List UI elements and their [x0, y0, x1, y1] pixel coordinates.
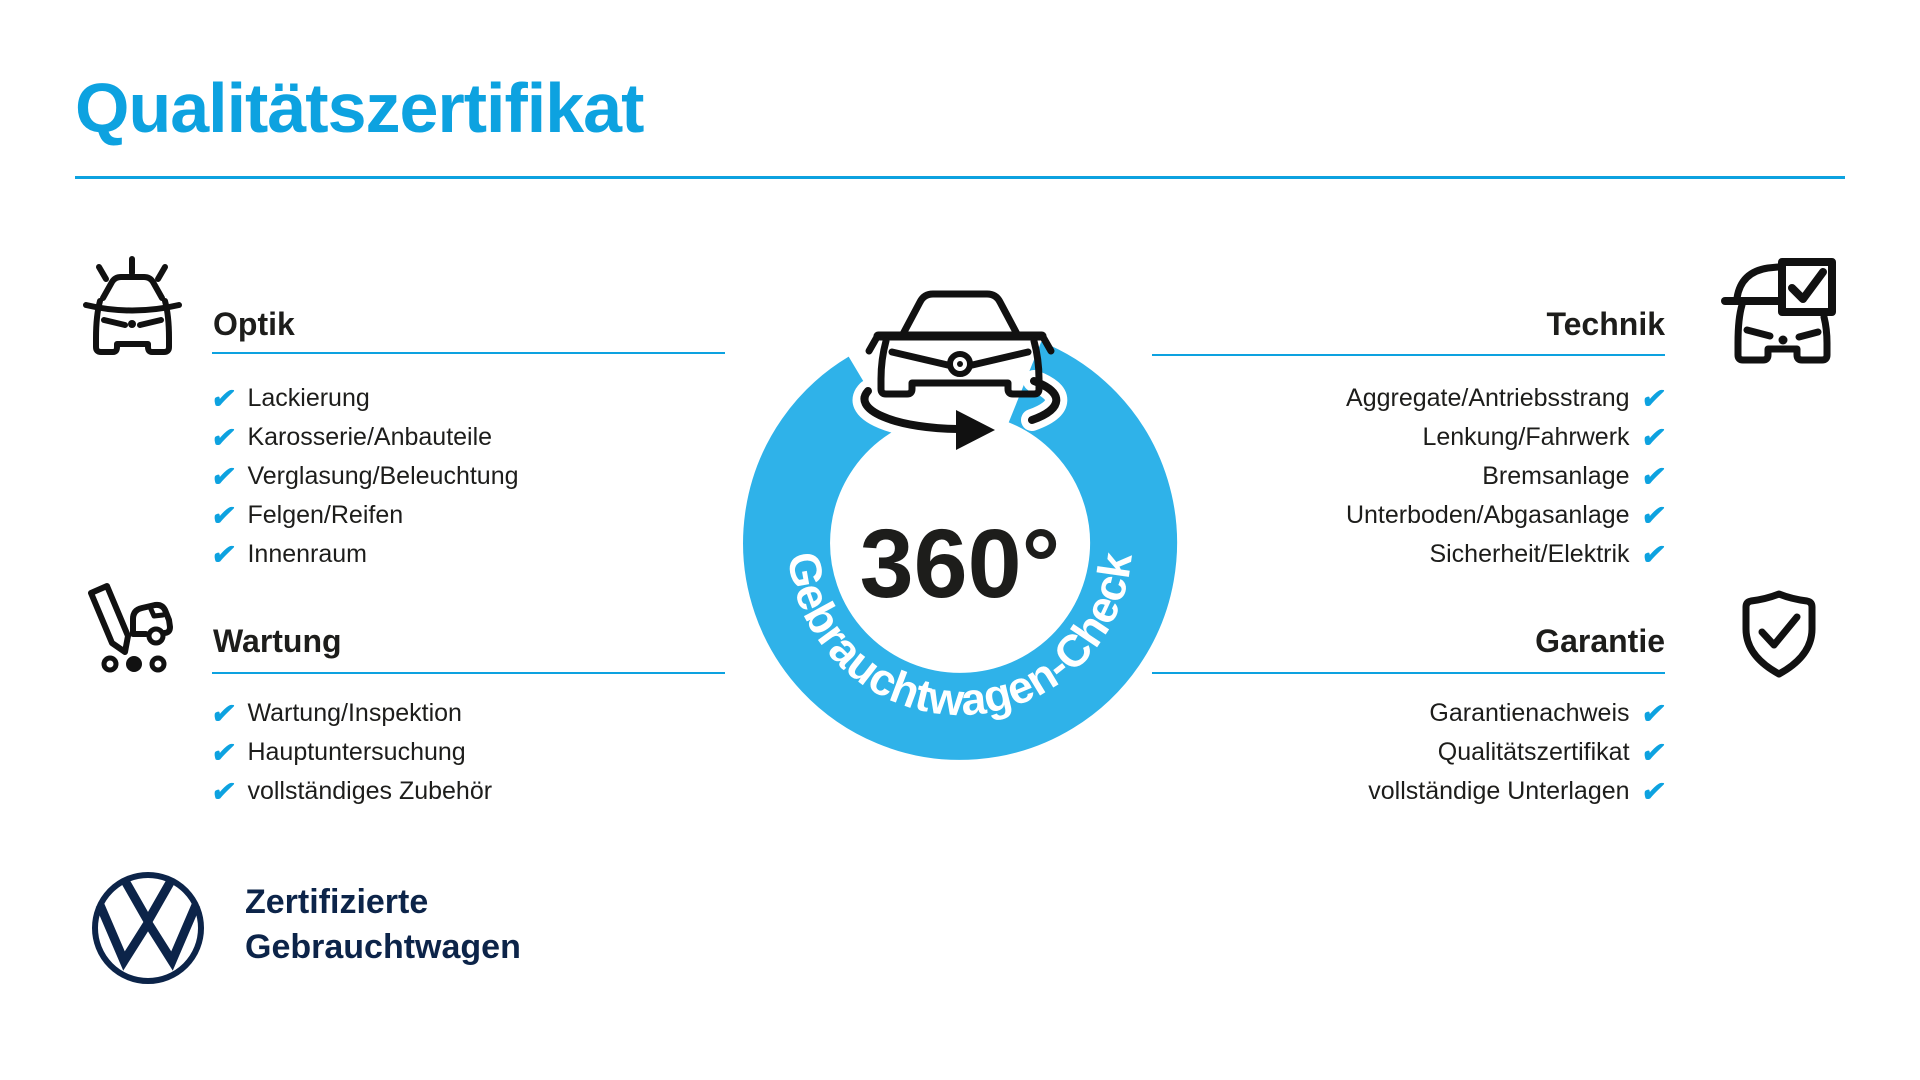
check-icon: ✔ — [1638, 422, 1668, 453]
section-rule-technik — [1152, 354, 1665, 356]
check-item-label: Felgen/Reifen — [247, 501, 404, 529]
check-icon: ✔ — [209, 383, 239, 414]
check-icon: ✔ — [209, 500, 239, 531]
car-shine-icon — [86, 259, 179, 352]
check-item — [209, 379, 519, 418]
shield-check-icon — [1746, 594, 1812, 674]
title-rule — [75, 176, 1845, 179]
section-rule-garantie — [1152, 672, 1665, 674]
check-icon: ✔ — [1638, 698, 1668, 729]
section-title-optik: Optik — [213, 306, 295, 342]
check-item-label: Qualitätszertifikat — [1437, 738, 1630, 766]
check-item — [209, 694, 492, 733]
check-item-label: Sicherheit/Elektrik — [1429, 540, 1630, 568]
check-item — [209, 733, 492, 772]
wartung-list — [209, 694, 493, 811]
garantie-list — [1368, 694, 1668, 811]
section-rule-wartung — [212, 672, 725, 674]
check-icon: ✔ — [1638, 539, 1668, 570]
car-checkbox-icon — [1725, 262, 1832, 360]
check-item — [209, 418, 519, 457]
section-rule-optik — [212, 352, 725, 354]
section-title-garantie: Garantie — [1535, 623, 1665, 659]
check-item — [1346, 418, 1668, 457]
check-icon: ✔ — [1638, 461, 1668, 492]
badge-ring-label: Gebrauchtwagen-Check — [777, 548, 1142, 726]
check-icon: ✔ — [209, 461, 239, 492]
brand-wordmark — [245, 880, 521, 970]
check-item — [1368, 733, 1668, 772]
check-icon: ✔ — [1638, 500, 1668, 531]
check-item — [1345, 496, 1668, 535]
section-title-technik: Technik — [1546, 306, 1665, 342]
check-item-label: Unterboden/Abgasanlage — [1345, 501, 1630, 529]
badge-ring — [787, 382, 1134, 716]
check-item-label: Verglasung/Beleuchtung — [247, 462, 519, 490]
check-item — [1346, 457, 1668, 496]
check-item — [209, 496, 519, 535]
check-item-label: Karosserie/Anbauteile — [247, 423, 493, 451]
page-title: Qualitätszertifikat — [75, 69, 644, 147]
check-item-label: Innenraum — [247, 540, 367, 568]
check-icon: ✔ — [209, 422, 239, 453]
check-icon: ✔ — [1638, 737, 1668, 768]
check-item — [1368, 772, 1668, 811]
check-item-label: Garantienachweis — [1429, 699, 1630, 727]
check-icon: ✔ — [1638, 383, 1668, 414]
check-item-label: Wartung/Inspektion — [247, 699, 462, 727]
rotating-car-icon — [864, 294, 1057, 450]
badge-degrees: 360° — [859, 509, 1061, 618]
car-service-checklist-icon — [91, 586, 170, 672]
check-item — [1346, 535, 1668, 574]
check-item-label: Lackierung — [247, 384, 370, 412]
check-item — [1368, 694, 1668, 733]
check-item-label: Hauptuntersuchung — [247, 738, 466, 766]
check-item — [1346, 379, 1668, 418]
check-item-label: vollständige Unterlagen — [1368, 777, 1630, 805]
check-item-label: Aggregate/Antriebsstrang — [1346, 384, 1630, 412]
check-item-label: Lenkung/Fahrwerk — [1422, 423, 1630, 451]
check-item-label: Bremsanlage — [1482, 462, 1630, 490]
section-title-wartung: Wartung — [213, 623, 342, 659]
optik-list — [209, 379, 519, 574]
check-icon: ✔ — [209, 737, 239, 768]
check-icon: ✔ — [209, 776, 239, 807]
vw-logo — [95, 875, 201, 981]
brand-line2: Gebrauchtwagen — [245, 928, 521, 966]
check-icon: ✔ — [209, 539, 239, 570]
check-icon: ✔ — [1638, 776, 1668, 807]
check-item-label: vollständiges Zubehör — [247, 777, 493, 805]
brand-line1: Zertifizierte — [245, 883, 429, 921]
check-item — [209, 535, 519, 574]
check-item — [209, 457, 519, 496]
technik-list — [1345, 379, 1668, 574]
check-icon: ✔ — [209, 698, 239, 729]
check-item — [209, 772, 493, 811]
